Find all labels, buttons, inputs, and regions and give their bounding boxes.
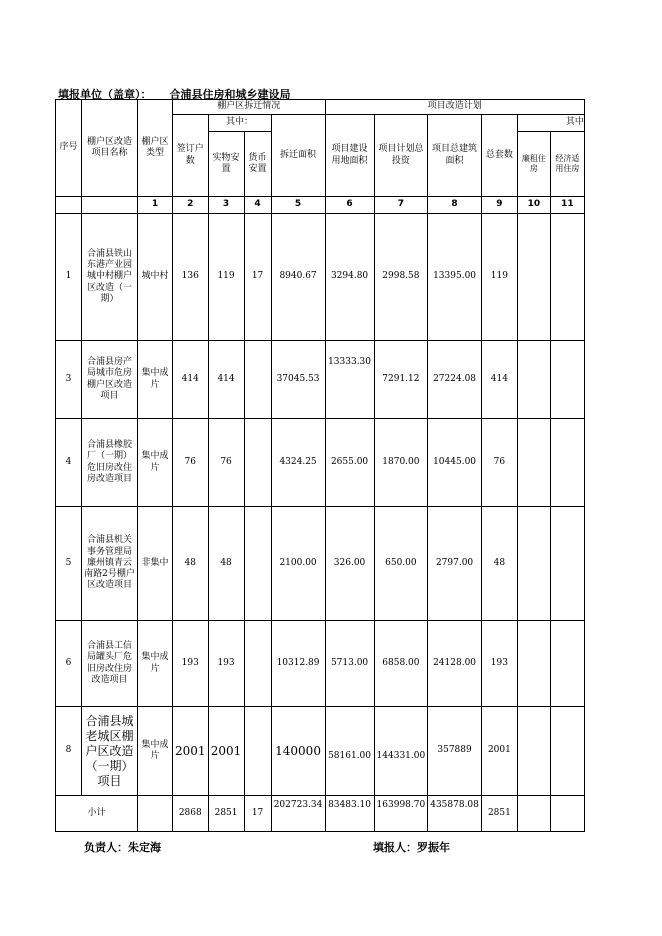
row-seq: 1 xyxy=(56,214,82,341)
row-build-area: 24128.00 xyxy=(428,621,482,707)
row-physical: 193 xyxy=(208,621,244,707)
row-total-sets: 48 xyxy=(481,507,517,621)
group-relocation: 棚户区拆迁情况 xyxy=(173,100,326,115)
row-cash xyxy=(244,419,271,507)
subtotal-label: 小计 xyxy=(56,796,138,832)
row-investment: 7291.12 xyxy=(374,341,428,419)
row-investment: 1870.00 xyxy=(374,419,428,507)
row-demolish-area: 37045.53 xyxy=(271,341,325,419)
row-type: 集中成片 xyxy=(138,621,173,707)
row-type: 非集中 xyxy=(138,507,173,621)
row-seq: 8 xyxy=(56,707,82,796)
row-investment: 6858.00 xyxy=(374,621,428,707)
row-type: 集中成片 xyxy=(138,341,173,419)
unit-label: 填报单位（盖章）： xyxy=(58,88,152,101)
index-cell: 11 xyxy=(550,197,584,214)
row-seq: 5 xyxy=(56,507,82,621)
row-name: 合浦县房产局城市危房棚户区改造项目 xyxy=(82,341,138,419)
col-seq: 序号 xyxy=(56,100,82,197)
col-cash: 货币安置 xyxy=(244,132,271,197)
index-cell: 4 xyxy=(244,197,271,214)
row-physical: 48 xyxy=(208,507,244,621)
index-cell: 8 xyxy=(428,197,482,214)
row-total-sets: 119 xyxy=(481,214,517,341)
index-row xyxy=(56,197,585,214)
row-name: 合浦县橡胶厂（一期）危旧房改住房改造项目 xyxy=(82,419,138,507)
footer-leader: 负责人：朱定海 xyxy=(84,841,161,854)
row-physical: 76 xyxy=(208,419,244,507)
row-total-sets: 76 xyxy=(481,419,517,507)
row-build-area: 27224.08 xyxy=(428,341,482,419)
subtotal-cash: 17 xyxy=(244,796,271,832)
row-land-area: 3294.80 xyxy=(325,214,374,341)
col-land-area: 项目建设用地面积 xyxy=(325,115,374,197)
col-physical: 实物安置 xyxy=(208,132,244,197)
subtotal-signed: 2868 xyxy=(173,796,209,832)
col-demolish-area: 拆迁面积 xyxy=(271,115,325,197)
row-name: 合浦县机关事务管理局廉州镇青云南路2号棚户区改造项目 xyxy=(82,507,138,621)
col-investment: 项目计划总投资 xyxy=(374,115,428,197)
unit-name: 合浦县住房和城乡建设局 xyxy=(169,88,291,101)
row-signed: 2001 xyxy=(173,707,209,796)
row-investment: 650.00 xyxy=(374,507,428,621)
row-demolish-area: 2100.00 xyxy=(271,507,325,621)
row-physical: 414 xyxy=(208,341,244,419)
table-row xyxy=(56,214,585,341)
subtotal-investment: 163998.70 xyxy=(374,796,428,832)
row-name: 合浦县城老城区棚户区改造（一期）项目 xyxy=(82,707,138,796)
col-affordable: 经济适用住房 xyxy=(550,132,584,197)
group-of-which-plan: 其中 xyxy=(517,115,584,132)
row-seq: 4 xyxy=(56,419,82,507)
col-lowrent: 廉租住房 xyxy=(517,132,550,197)
subtotal-land-area: 83483.10 xyxy=(325,796,374,832)
index-cell: 7 xyxy=(374,197,428,214)
index-cell: 9 xyxy=(481,197,517,214)
row-land-area: 5713.00 xyxy=(325,621,374,707)
table-row xyxy=(56,419,585,507)
index-cell: 1 xyxy=(138,197,173,214)
table-row xyxy=(56,507,585,621)
col-build-area: 项目总建筑面积 xyxy=(428,115,482,197)
row-cash: 17 xyxy=(244,214,271,341)
subtotal-demolish-area: 202723.34 xyxy=(271,796,325,832)
col-signed: 签订户数 xyxy=(173,115,209,197)
row-investment: 144331.00 xyxy=(374,707,428,796)
table-row xyxy=(56,621,585,707)
header-row-1 xyxy=(56,100,585,115)
row-signed: 136 xyxy=(173,214,209,341)
row-land-area: 13333.30 xyxy=(325,341,374,419)
row-type: 集中成片 xyxy=(138,707,173,796)
index-cell: 3 xyxy=(208,197,244,214)
row-build-area: 13395.00 xyxy=(428,214,482,341)
row-land-area: 326.00 xyxy=(325,507,374,621)
index-cell: 10 xyxy=(517,197,550,214)
row-cash xyxy=(244,621,271,707)
subtotal-row xyxy=(56,796,585,832)
row-cash xyxy=(244,507,271,621)
row-investment: 2998.58 xyxy=(374,214,428,341)
row-signed: 48 xyxy=(173,507,209,621)
row-build-area: 10445.00 xyxy=(428,419,482,507)
row-cash xyxy=(244,707,271,796)
row-signed: 193 xyxy=(173,621,209,707)
table-row xyxy=(56,341,585,419)
row-name: 合浦县铁山东港产业园城中村棚户区改造（一期） xyxy=(82,214,138,341)
row-total-sets: 414 xyxy=(481,341,517,419)
index-cell: 6 xyxy=(325,197,374,214)
row-type: 城中村 xyxy=(138,214,173,341)
row-land-area: 2655.00 xyxy=(325,419,374,507)
row-land-area: 58161.00 xyxy=(325,707,374,796)
subtotal-build-area: 435878.08 xyxy=(428,796,482,832)
group-of-which: 其中： xyxy=(208,115,271,132)
row-build-area: 2797.00 xyxy=(428,507,482,621)
col-name: 棚户区改造项目名称 xyxy=(82,100,138,197)
row-demolish-area: 10312.89 xyxy=(271,621,325,707)
col-type: 棚户区类型 xyxy=(138,100,173,197)
group-plan: 项目改造计划 xyxy=(325,100,584,115)
row-seq: 6 xyxy=(56,621,82,707)
row-build-area: 357889 xyxy=(428,707,482,796)
row-cash xyxy=(244,341,271,419)
index-cell: 2 xyxy=(173,197,209,214)
row-demolish-area: 8940.67 xyxy=(271,214,325,341)
index-cell: 5 xyxy=(271,197,325,214)
subtotal-physical: 2851 xyxy=(208,796,244,832)
row-signed: 76 xyxy=(173,419,209,507)
row-name: 合浦县工信局罐头厂危旧房改住房改造项目 xyxy=(82,621,138,707)
footer-filler: 填报人：罗振年 xyxy=(373,841,450,854)
col-total-sets: 总套数 xyxy=(481,115,517,197)
row-demolish-area: 4324.25 xyxy=(271,419,325,507)
data-table xyxy=(55,99,585,832)
row-signed: 414 xyxy=(173,341,209,419)
row-total-sets: 2001 xyxy=(481,707,517,796)
row-seq: 3 xyxy=(56,341,82,419)
row-type: 集中成片 xyxy=(138,419,173,507)
row-total-sets: 193 xyxy=(481,621,517,707)
row-physical: 119 xyxy=(208,214,244,341)
subtotal-total-sets: 2851 xyxy=(481,796,517,832)
row-physical: 2001 xyxy=(208,707,244,796)
row-demolish-area: 140000 xyxy=(271,707,325,796)
table-row xyxy=(56,707,585,796)
